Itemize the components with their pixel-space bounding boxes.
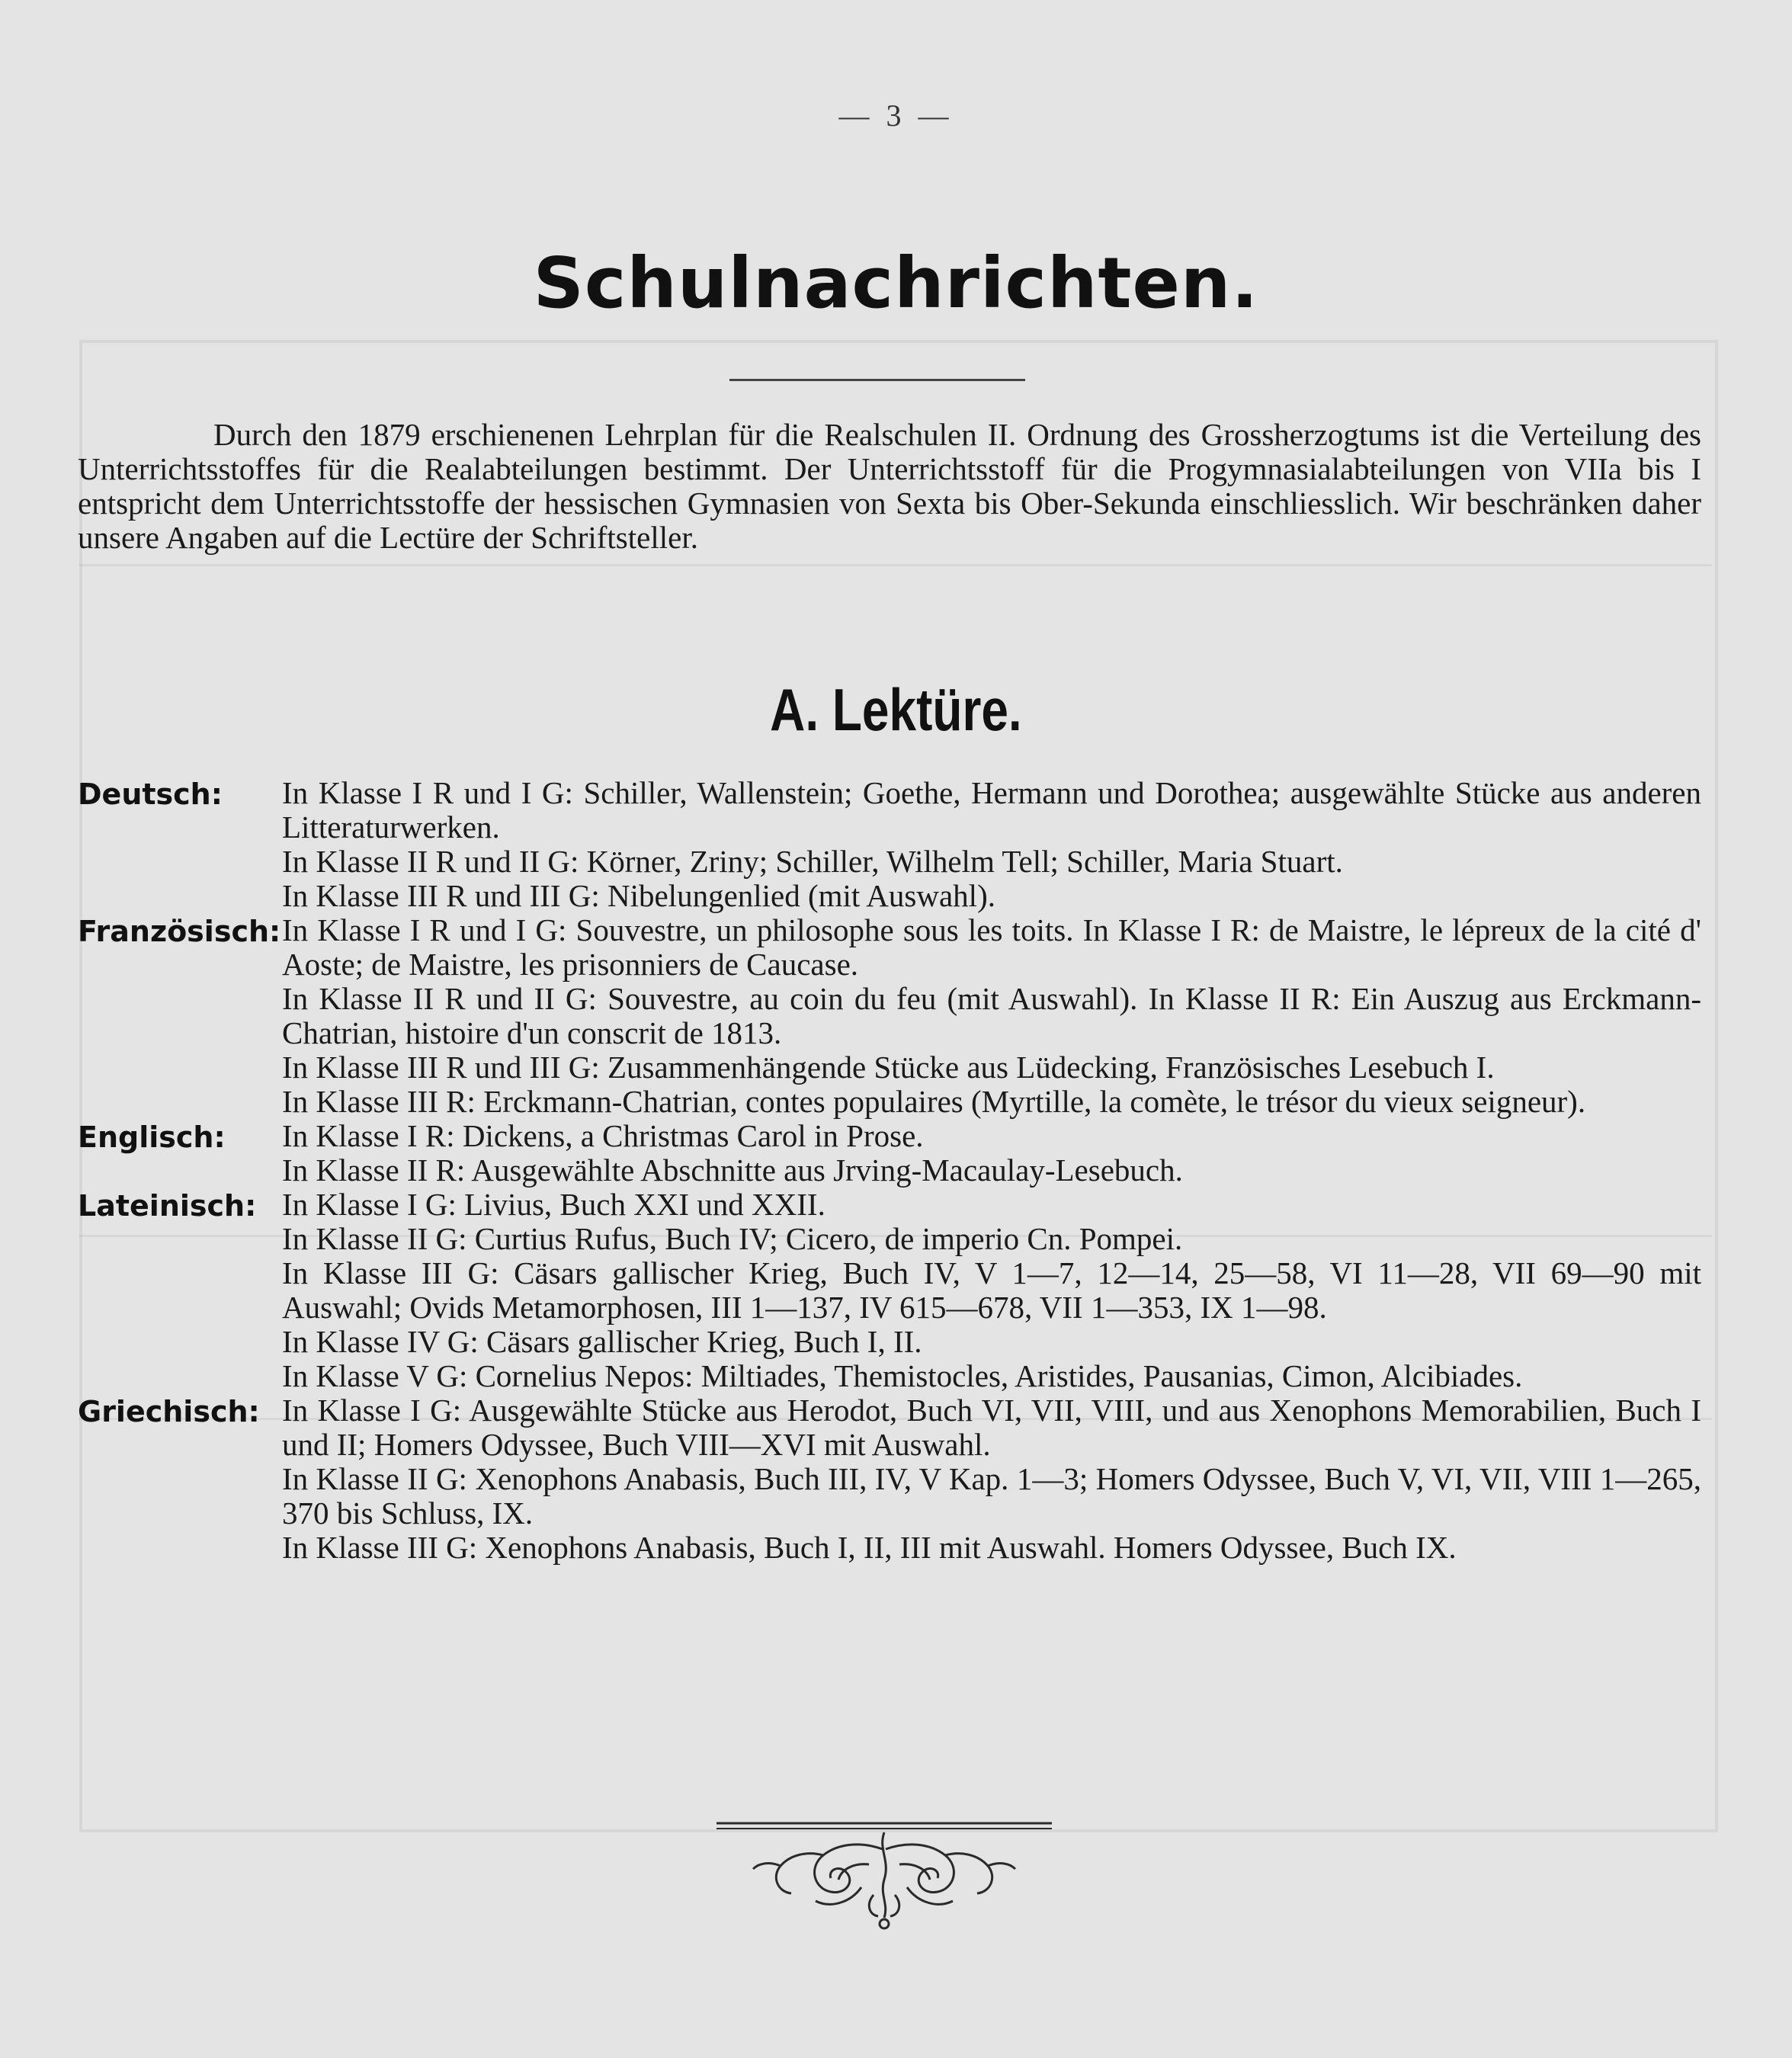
reading-entry: In Klasse V G: Cornelius Nepos: Miltiades, Themistocles, Aristides, Pausanias, Cimon, Alcibiades. [282, 1358, 1523, 1393]
reading-entry: In Klasse III R: Erckmann-Chatrian, contes populaires (Myrtille, la comète, le trésor du vieux seigneur). [282, 1084, 1586, 1119]
reading-entry: In Klasse III R und III G: Nibelungenlied (mit Auswahl). [282, 878, 995, 913]
reading-entry: In Klasse I R und I G: Schiller, Wallenstein; Goethe, Hermann und Dorothea; ausgewählte Stücke aus anderen Litteraturwerken. [282, 775, 1701, 845]
subject-franzoesisch [78, 913, 1701, 1119]
subject-entries [282, 913, 1701, 1119]
reading-entry: In Klasse I G: Ausgewählte Stücke aus Herodot, Buch VI, VII, VIII, und aus Xenophons Memorabilien, Buch I und II; Homers Odyssee, Buch VIII—XVI mit Auswahl. [282, 1393, 1701, 1462]
page-title: Schulnachrichten. [533, 242, 1259, 324]
subject-label: Französisch: [78, 915, 281, 948]
reading-list [78, 776, 1701, 1565]
subject-entries [282, 1119, 1701, 1188]
reading-entry: In Klasse II R: Ausgewählte Abschnitte aus Jrving-Macaulay-Lesebuch. [282, 1152, 1183, 1188]
subject-entries [282, 776, 1701, 913]
subject-label: Griechisch: [78, 1395, 260, 1428]
subject-entries [282, 1393, 1701, 1565]
subject-lateinisch [78, 1188, 1701, 1393]
reading-entry: In Klasse I R: Dickens, a Christmas Carol in Prose. [282, 1118, 924, 1153]
subject-label: Deutsch: [78, 777, 223, 811]
subject-label: Lateinisch: [78, 1189, 257, 1223]
section-heading: A. Lektüre. [770, 676, 1022, 743]
reading-entry: In Klasse II G: Curtius Rufus, Buch IV; Cicero, de imperio Cn. Pompei. [282, 1221, 1183, 1256]
subject-englisch [78, 1119, 1701, 1188]
reading-entry: In Klasse III G: Xenophons Anabasis, Buch I, II, III mit Auswahl. Homers Odyssee, Buch IX. [282, 1530, 1457, 1565]
intro-paragraph: Durch den 1879 erschienenen Lehrplan für die Realschulen II. Ordnung des Grossherzogtums ist die Verteilung des Unterrichtsstoffes für die Realabteilungen bestimmt. Der Unterrichtsstoff für die Progymnasialabteilungen von VIIa bis I entspricht dem Unterrichtsstoffe der hessischen Gymnasien von Sexta bis Ober-Sekunda einschliesslich. Wir beschränken daher unsere Angaben auf die Lectüre der Schriftsteller. [78, 417, 1701, 555]
bleed-through-line [79, 564, 1712, 566]
reading-entry: In Klasse III G: Cäsars gallischer Krieg, Buch IV, V 1—7, 12—14, 25—58, VI 11—28, VII 69—90 mit Auswahl; Ovids Metamorphosen, III 1—137, IV 615—678, VII 1—353, IX 1—98. [282, 1255, 1701, 1325]
subject-deutsch [78, 776, 1701, 913]
subject-label: Englisch: [78, 1120, 226, 1154]
reading-entry: In Klasse II R und II G: Souvestre, au coin du feu (mit Auswahl). In Klasse II R: Ein Auszug aus Erckmann-Chatrian, histoire d'un conscrit de 1813. [282, 981, 1701, 1050]
reading-entry: In Klasse I R und I G: Souvestre, un philosophe sous les toits. In Klasse I R: de Maistre, le lépreux de la cité d' Aoste; de Maistre, les prisonniers de Caucase. [282, 912, 1701, 982]
reading-entry: In Klasse II G: Xenophons Anabasis, Buch III, IV, V Kap. 1—3; Homers Odyssee, Buch V, VI, VII, VIII 1—265, 370 bis Schluss, IX. [282, 1461, 1701, 1531]
subject-entries [282, 1188, 1701, 1393]
reading-entry: In Klasse IV G: Cäsars gallischer Krieg, Buch I, II. [282, 1324, 922, 1359]
reading-entry: In Klasse III R und III G: Zusammenhängende Stücke aus Lüdecking, Französisches Lesebuch I. [282, 1050, 1495, 1085]
floral-vignette-icon [716, 1819, 1052, 1941]
title-divider [729, 379, 1025, 381]
subject-griechisch [78, 1393, 1701, 1565]
page-number: — 3 — [838, 98, 954, 133]
reading-entry: In Klasse I G: Livius, Buch XXI und XXII. [282, 1187, 825, 1222]
reading-entry: In Klasse II R und II G: Körner, Zriny; Schiller, Wilhelm Tell; Schiller, Maria Stuart. [282, 844, 1343, 879]
